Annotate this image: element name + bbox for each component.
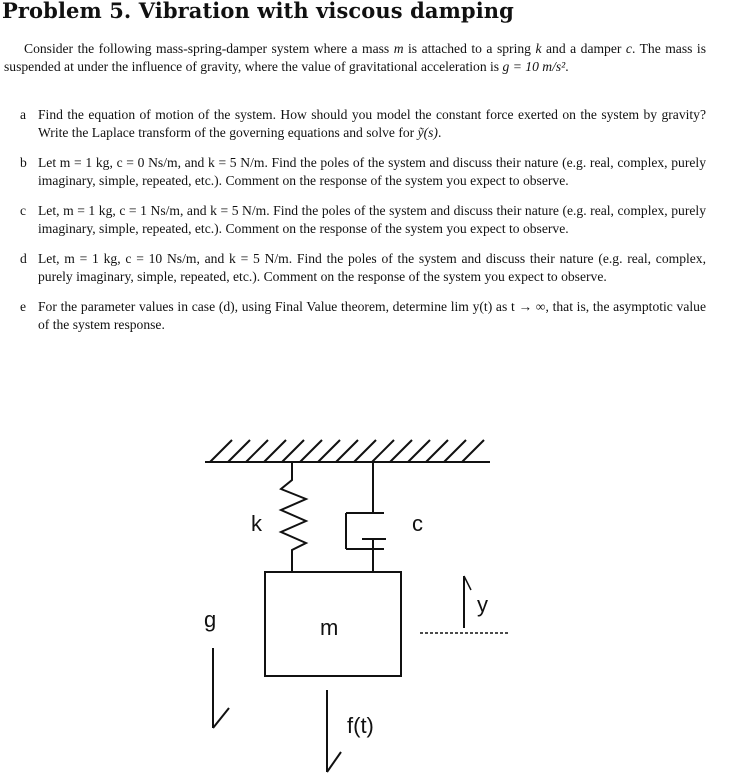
question-item [20,154,706,190]
force-arrow [327,690,341,772]
spring [281,462,306,572]
question-label: b [20,155,27,170]
damper-label: c [412,511,423,536]
question-label: e [20,299,27,314]
question-text: Let, m = 1 kg, c = 1 Ns/m, and k = 5 N/m. Find the poles of the system and discuss their nature (e.g. real, complex, purely imaginary, simple, repeated, etc.). Comment on the response of the system you expect to observe. [38,203,706,236]
question-item [20,202,706,238]
question-text: Let, m = 1 kg, c = 10 Ns/m, and k = 5 N/m. Find the poles of the system and discuss their nature (e.g. real, complex, purely imaginary, simple, repeated, etc.). Comment on the response of the system you expect to observe. [38,251,706,284]
question-item [20,298,706,334]
question-list [20,106,706,346]
problem-title: Problem 5. Vibration with viscous damping [2,0,514,23]
displacement-arrow [464,576,471,628]
problem-intro: Consider the following mass-spring-damper system where a mass m is attached to a spring k and a damper c. The mass is suspended at under the influence of gravity, where the value of gravitational acceleration is g = 10 m/s². [4,41,706,74]
question-text: Let m = 1 kg, c = 0 Ns/m, and k = 5 N/m. Find the poles of the system and discuss their nature (e.g. real, complex, purely imaginary, simple, repeated, etc.). Comment on the response of the system you expect to observe. [38,155,706,188]
question-label: a [20,107,27,122]
gravity-arrow [213,648,229,728]
question-item [20,250,706,286]
question-text: Find the equation of motion of the system. How should you model the constant force exerted on the system by gravity? Write the Laplace transform of the governing equations and solve for ỹ(s). [38,107,706,140]
displacement-label: y [477,592,488,617]
question-label: d [20,251,27,266]
mass-spring-damper-diagram [190,430,520,776]
question-label: c [20,203,27,218]
gravity-label: g [204,607,217,632]
question-text: For the parameter values in case (d), using Final Value theorem, determine lim y(t) as t → ∞, that is, the asymptotic value of the system response. [38,299,706,332]
spring-label: k [251,511,262,536]
ceiling-hatch [210,440,484,462]
force-label: f(t) [347,713,374,738]
damper [346,462,386,572]
mass-label: m [320,615,339,640]
question-item [20,106,706,142]
